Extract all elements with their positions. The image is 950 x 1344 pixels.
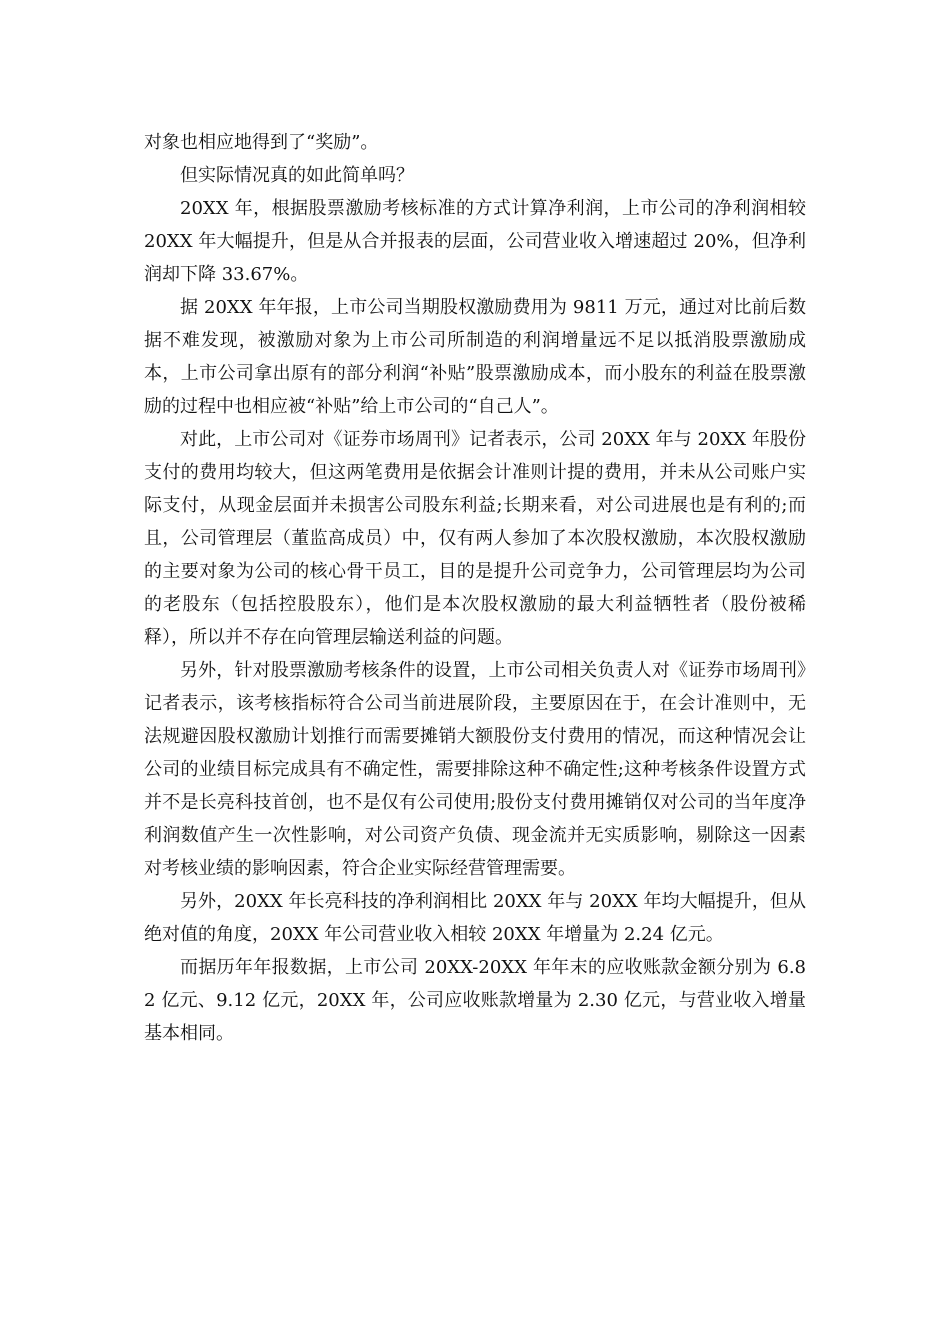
paragraph-continuation: 对象也相应地得到了“奖励”。 bbox=[144, 132, 379, 153]
paragraph-annual-report: 据 20XX 年年报，上市公司当期股权激励费用为 9811 万元，通过对比前后数据不难发现，被激励对象为上市公司所制造的利润增量远不足以抵消股票激励成本，上市公司拿出原有的部分利润“补贴”股票激励成本，而小股东的利益在股票激励的过程中也相应被“补贴”给上市公司的“自己人”。 bbox=[144, 297, 806, 417]
document-body bbox=[144, 126, 806, 1050]
paragraph-company-statement: 对此，上市公司对《证券市场周刊》记者表示，公司 20XX 年与 20XX 年股份支付的费用均较大，但这两笔费用是依据会计准则计提的费用，并未从公司账户实际支付，从现金层面并未损害公司股东利益;长期来看，对公司进展也是有利的;而且，公司管理层（董监高成员）中，仅有两人参加了本次股权激励，本次股权激励的主要对象为公司的核心骨干员工，目的是提升公司竞争力，公司管理层均为公司的老股东（包括控股股东），他们是本次股权激励的最大利益牺牲者（股份被稀释），所以并不存在向管理层输送利益的问题。 bbox=[144, 429, 806, 648]
paragraph-net-profit: 20XX 年，根据股票激励考核标准的方式计算净利润，上市公司的净利润相较 20XX 年大幅提升，但是从合并报表的层面，公司营业收入增速超过 20%，但净利润却下降 33.67%。 bbox=[144, 198, 806, 285]
paragraph-revenue-increase: 另外，20XX 年长亮科技的净利润相比 20XX 年与 20XX 年均大幅提升，但从绝对值的角度，20XX 年公司营业收入相较 20XX 年增量为 2.24 亿元。 bbox=[144, 891, 806, 945]
paragraph-assessment-conditions: 另外，针对股票激励考核条件的设置，上市公司相关负责人对《证券市场周刊》记者表示，该考核指标符合公司当前进展阶段，主要原因在于，在会计准则中，无法规避因股权激励计划推行而需要摊销大额股份支付费用的情况，而这种情况会让公司的业绩目标完成具有不确定性，需要排除这种不确定性;这种考核条件设置方式并不是长亮科技首创，也不是仅有公司使用;股份支付费用摊销仅对公司的当年度净利润数值产生一次性影响，对公司资产负债、现金流并无实质影响，剔除这一因素对考核业绩的影响因素，符合企业实际经营管理需要。 bbox=[144, 660, 806, 879]
paragraph-receivables: 而据历年年报数据，上市公司 20XX-20XX 年年末的应收账款金额分别为 6.82 亿元、9.12 亿元，20XX 年，公司应收账款增量为 2.30 亿元，与营业收入增量基本相同。 bbox=[144, 957, 806, 1044]
paragraph-question: 但实际情况真的如此简单吗？ bbox=[180, 165, 414, 186]
